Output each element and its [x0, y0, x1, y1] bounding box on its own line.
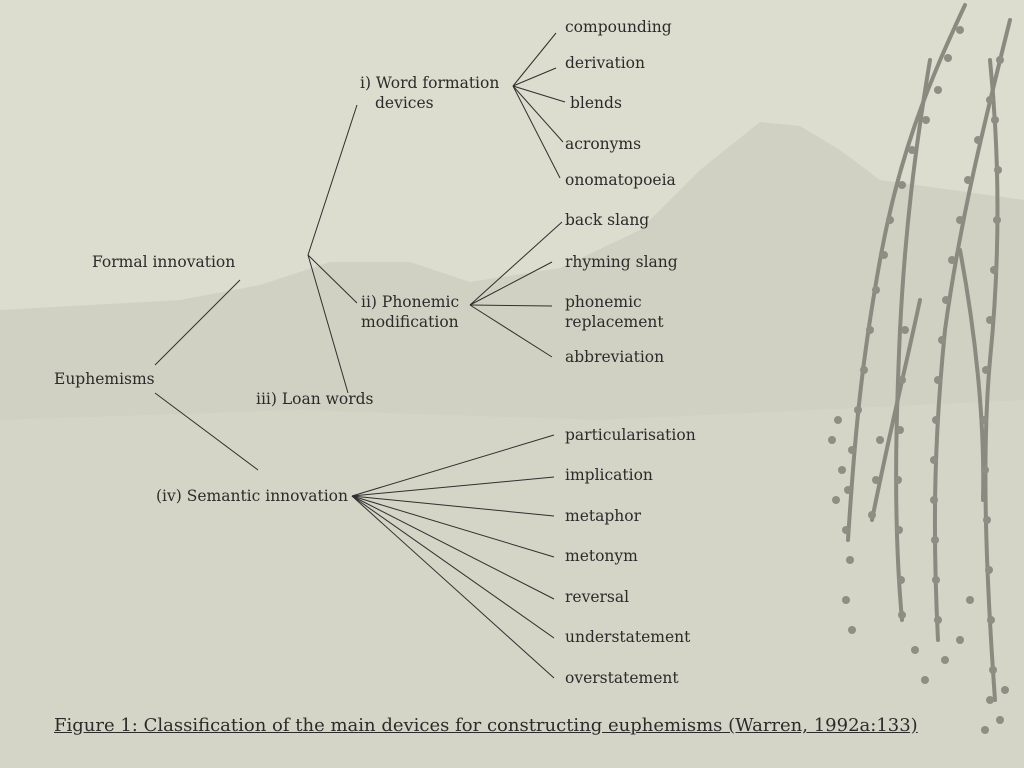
- figure-caption: [54, 715, 918, 736]
- edge-ph-abbreviation: [470, 305, 552, 357]
- leaf-derivation: derivation: [565, 54, 645, 72]
- edge-wf-onomatopoeia: [513, 86, 560, 178]
- edge-formal-loan: [308, 255, 348, 393]
- leaf-implication: implication: [565, 466, 653, 484]
- leaf-back-slang: back slang: [565, 211, 650, 229]
- loan-words-node: iii) Loan words: [256, 390, 374, 408]
- leaf-overstatement: overstatement: [565, 669, 679, 687]
- edge-ph-replacement: [470, 305, 552, 306]
- leaf-understatement: understatement: [565, 628, 691, 646]
- figure-caption-label: Figure 1:: [54, 715, 138, 736]
- leaf-acronyms: acronyms: [565, 135, 642, 153]
- figure-caption-text: Classification of the main devices for constructing euphemisms (Warren, 1992a:133): [137, 715, 918, 736]
- leaf-reversal: reversal: [565, 588, 630, 606]
- leaf-compounding: compounding: [565, 18, 672, 36]
- edge-root-formal: [155, 280, 240, 365]
- word-formation-line2: devices: [375, 94, 434, 112]
- word-formation-line1: i) Word formation: [360, 74, 500, 92]
- phonemic-line1: ii) Phonemic: [361, 293, 460, 311]
- formal-innovation-node: Formal innovation: [92, 253, 236, 271]
- leaf-rhyming-slang: rhyming slang: [565, 253, 678, 271]
- leaf-abbreviation: abbreviation: [565, 348, 665, 366]
- root-node: Euphemisms: [54, 370, 155, 388]
- edge-se-7: [352, 496, 554, 678]
- edge-root-semantic: [155, 393, 258, 470]
- edge-se-6: [352, 496, 554, 638]
- leaf-onomatopoeia: onomatopoeia: [565, 171, 676, 189]
- semantic-innovation-node: (iv) Semantic innovation: [156, 487, 348, 505]
- leaf-phonemic-replacement: phonemic replacement: [565, 293, 664, 331]
- phonemic-line2: modification: [361, 313, 459, 331]
- phonemic-node: [361, 292, 481, 332]
- leaf-metonym: metonym: [565, 547, 638, 565]
- edge-formal-wordformation: [308, 105, 357, 255]
- leaf-particularisation: particularisation: [565, 426, 696, 444]
- edge-se-3: [352, 496, 554, 516]
- edge-wf-acronyms: [513, 86, 563, 142]
- leaf-metaphor: metaphor: [565, 507, 641, 525]
- word-formation-node: [360, 73, 520, 113]
- leaf-blends: blends: [570, 94, 622, 112]
